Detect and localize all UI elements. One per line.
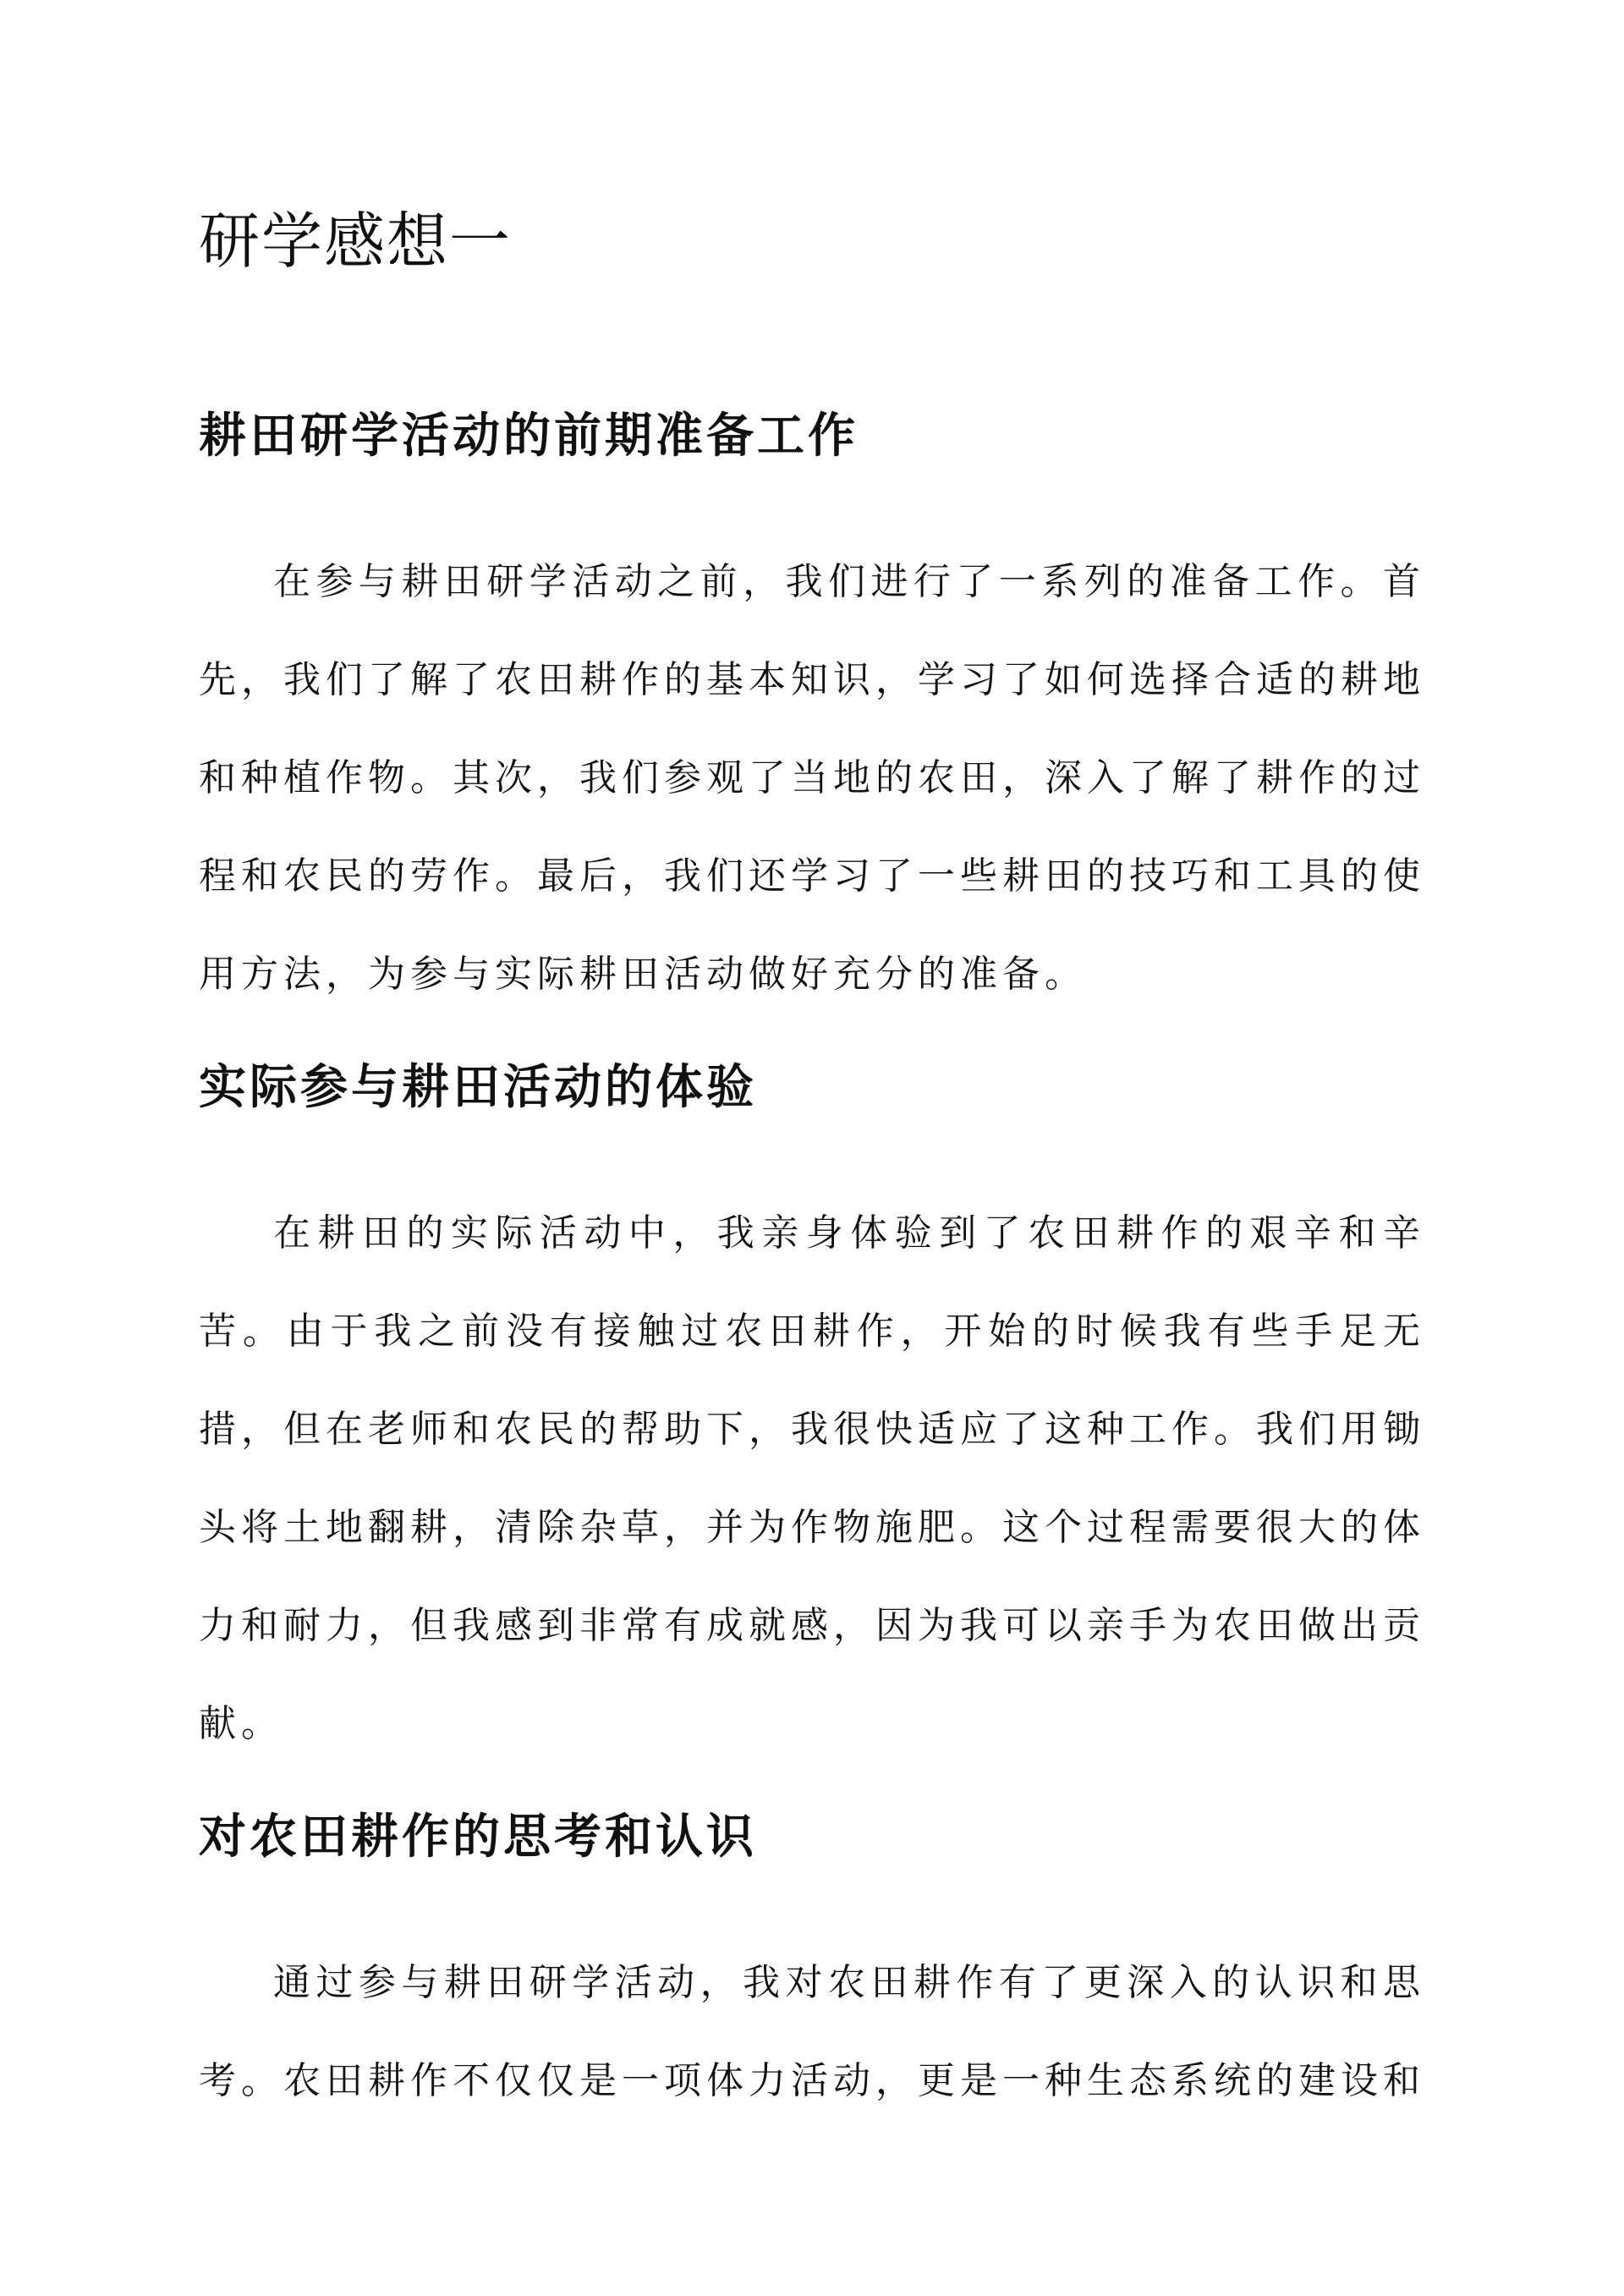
section-heading-reflection: 对农田耕作的思考和认识 (199, 1809, 757, 1865)
section-paragraph-reflection: 通过参与耕田研学活动，我对农田耕作有了更深入的认识和思考。农田耕作不仅仅是一项体力活动，更是一种生态系统的建设和 (199, 1961, 1425, 2102)
section-heading-preparation: 耕田研学活动的前期准备工作 (199, 408, 859, 464)
section-paragraph-experience: 在耕田的实际活动中，我亲身体验到了农田耕作的艰辛和辛苦。由于我之前没有接触过农田耕作，开始的时候我有些手足无措，但在老师和农民的帮助下，我很快适应了这种工作。我们用锄头将土地翻耕，清除杂草，并为作物施肥。这个过程需要很大的体力和耐力，但我感到非常有成就感，因为我可以亲手为农田做出贡献。 (199, 1211, 1425, 1745)
document-content (199, 203, 1425, 2130)
document-title: 研学感想一 (199, 206, 513, 277)
section-paragraph-preparation: 在参与耕田研学活动之前，我们进行了一系列的准备工作。首先，我们了解了农田耕作的基本知识，学习了如何选择合适的耕地和种植作物。其次，我们参观了当地的农田，深入了解了耕作的过程和农民的劳作。最后，我们还学习了一些耕田的技巧和工具的使用方法，为参与实际耕田活动做好充分的准备。 (199, 560, 1425, 996)
section-heading-experience: 实际参与耕田活动的体验 (199, 1059, 757, 1115)
